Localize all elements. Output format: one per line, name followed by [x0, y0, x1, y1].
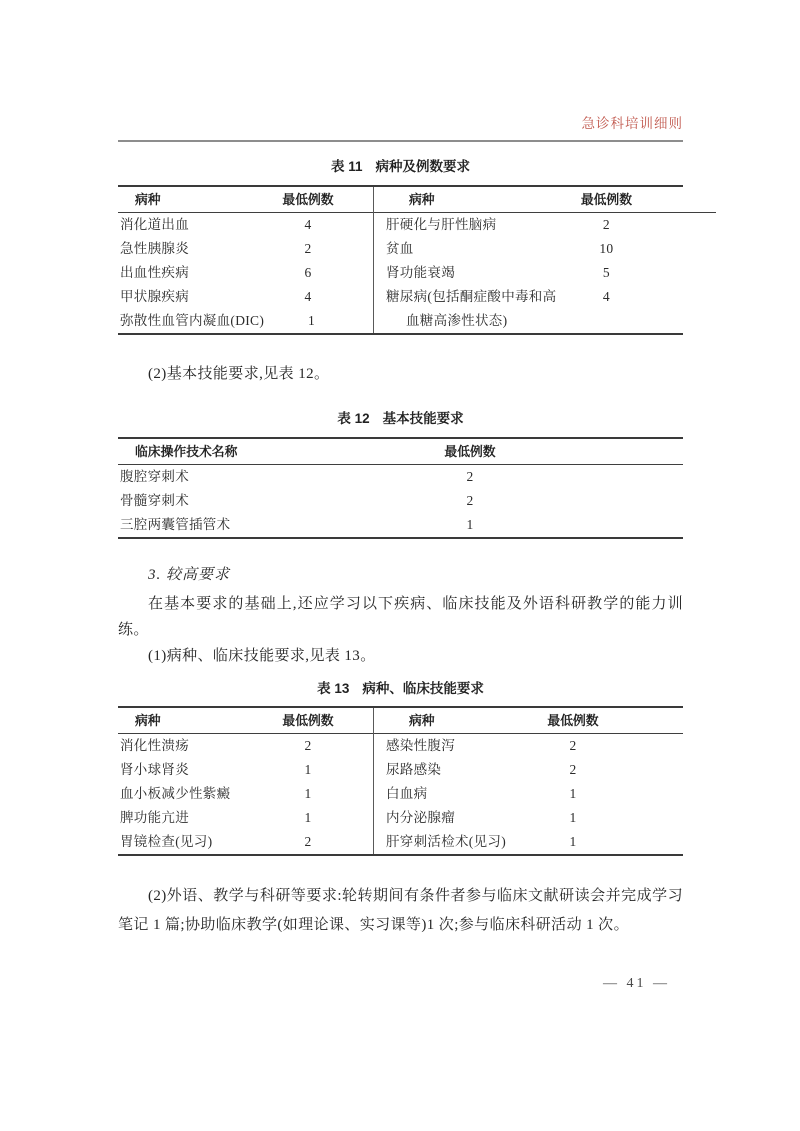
table-caption — [118, 679, 683, 699]
spacer — [623, 782, 683, 806]
spacer — [623, 830, 683, 854]
table-header-row — [118, 187, 373, 213]
spacer — [358, 734, 373, 758]
item-name-line: 血小板减少性紫癜 — [120, 786, 231, 801]
min-cases-cell: 4 — [304, 289, 312, 304]
item-name-cell — [118, 285, 258, 309]
table-row — [374, 806, 683, 830]
min-cases-cell: 4 — [602, 289, 610, 304]
paragraph-disease-skills: (1)病种、临床技能要求,见表 13。 — [148, 648, 376, 664]
item-name-line: 肝穿刺活检术(见习) — [386, 834, 506, 849]
item-name-line-2: 血糖高渗性状态) — [406, 313, 508, 328]
table-row — [118, 806, 373, 830]
item-name-cell — [374, 782, 523, 806]
paragraph-advanced-intro: 在基本要求的基础上,还应学习以下疾病、临床技能及外语科研教学的能力训练。 — [118, 596, 683, 638]
item-name-line: 肝硬化与肝性脑病 — [386, 217, 497, 232]
item-name-line: 弥散性血管内凝血(DIC) — [120, 313, 265, 328]
item-name-line: 尿路感染 — [386, 762, 442, 777]
table-row — [374, 237, 716, 261]
column-header-min-cases: 最低例数 — [282, 192, 334, 207]
column-header-min-cases: 最低例数 — [282, 713, 334, 728]
item-name-cell — [374, 237, 556, 261]
item-name-cell — [118, 213, 258, 237]
table-block-12 — [118, 409, 683, 539]
table-row — [118, 489, 683, 513]
spacer — [358, 187, 373, 212]
page-number: — 41 — — [603, 976, 670, 991]
table-row — [374, 213, 716, 237]
table-row — [118, 285, 373, 309]
min-cases-cell: 2 — [304, 241, 312, 256]
min-cases-cell: 2 — [466, 469, 474, 484]
min-cases-cell: 1 — [466, 517, 474, 532]
table-row — [118, 758, 373, 782]
spacer — [520, 489, 683, 513]
table-row — [118, 465, 683, 489]
spacer — [520, 513, 683, 537]
table-row — [118, 734, 373, 758]
min-cases-cell: 5 — [602, 265, 610, 280]
item-name-cell — [118, 237, 258, 261]
spacer — [359, 309, 373, 333]
column-header-name: 病种 — [409, 713, 435, 728]
item-name-cell — [118, 261, 258, 285]
item-name-line: 糖尿病(包括酮症酸中毒和高 — [386, 289, 557, 304]
item-name-cell — [374, 806, 523, 830]
table-row — [374, 261, 716, 285]
item-name-line: 出血性疾病 — [120, 265, 189, 280]
item-name-line: 胃镜检查(见习) — [120, 834, 213, 849]
column-header-min-cases: 最低例数 — [547, 713, 599, 728]
item-name-line: 消化性溃疡 — [120, 738, 189, 753]
spacer — [358, 261, 373, 285]
item-name-line: 脾功能亢进 — [120, 810, 189, 825]
item-name-cell — [374, 261, 556, 285]
item-name-line: 消化道出血 — [120, 217, 189, 232]
spacer — [656, 187, 716, 212]
table-number-label: 表 12 — [337, 411, 370, 426]
table-title-text: 基本技能要求 — [382, 411, 464, 426]
spacer — [520, 465, 683, 489]
spacer — [623, 708, 683, 733]
spacer — [623, 758, 683, 782]
table-row — [118, 309, 373, 333]
table-row — [118, 213, 373, 237]
header-rule — [118, 140, 683, 142]
min-cases-cell: 10 — [599, 241, 614, 256]
table-row — [374, 734, 683, 758]
item-name-line: 肾功能衰竭 — [386, 265, 455, 280]
column-header-min-cases: 最低例数 — [444, 444, 496, 459]
min-cases-cell: 2 — [569, 762, 577, 777]
item-name-line: 贫血 — [386, 241, 414, 256]
data-table — [118, 185, 683, 335]
spacer — [656, 213, 716, 237]
spacer — [358, 806, 373, 830]
item-name-line: 内分泌腺瘤 — [386, 810, 455, 825]
min-cases-cell: 2 — [569, 738, 577, 753]
table-row — [118, 261, 373, 285]
min-cases-cell: 6 — [304, 265, 312, 280]
spacer — [358, 213, 373, 237]
item-name-line: 白血病 — [386, 786, 428, 801]
column-header-min-cases: 最低例数 — [580, 192, 632, 207]
item-name-cell — [118, 309, 264, 333]
table-row — [118, 830, 373, 854]
item-name-cell — [118, 465, 420, 489]
min-cases-cell: 2 — [602, 217, 610, 232]
table-column-group — [118, 439, 683, 537]
section-heading-advanced: 3. 较高要求 — [148, 567, 231, 583]
table-row — [118, 237, 373, 261]
data-table — [118, 437, 683, 539]
item-name-line: 肾小球肾炎 — [120, 762, 189, 777]
table-column-group — [374, 708, 683, 854]
spacer — [358, 285, 373, 309]
paragraph-language-teaching: (2)外语、教学与科研等要求:轮转期间有条件者参与临床文献研读会并完成学习笔记 1 篇;协助临床教学(如理论课、实习课等)1 次;参与临床科研活动 1 次。 — [118, 888, 683, 933]
min-cases-cell: 1 — [304, 786, 312, 801]
item-name-cell — [118, 758, 258, 782]
column-header-name: 病种 — [135, 713, 161, 728]
spacer — [520, 439, 683, 464]
table-caption — [118, 157, 683, 177]
min-cases-cell: 1 — [304, 762, 312, 777]
min-cases-cell: 1 — [569, 834, 577, 849]
table-row — [118, 782, 373, 806]
table-row — [374, 285, 716, 333]
item-name-line: 甲状腺疾病 — [120, 289, 189, 304]
running-header — [118, 0, 683, 133]
item-name-cell — [374, 758, 523, 782]
min-cases-cell: 2 — [304, 738, 312, 753]
spacer — [358, 830, 373, 854]
item-name-line: 三腔两囊管插管术 — [120, 517, 231, 532]
item-name-cell — [374, 285, 556, 333]
item-name-cell — [374, 213, 556, 237]
column-header-name: 病种 — [409, 192, 435, 207]
table-caption — [118, 409, 683, 429]
table-row — [374, 782, 683, 806]
spacer — [656, 261, 716, 285]
item-name-line: 腹腔穿刺术 — [120, 469, 189, 484]
page-content — [118, 0, 683, 940]
min-cases-cell: 2 — [304, 834, 312, 849]
table-row — [374, 758, 683, 782]
min-cases-cell: 1 — [569, 786, 577, 801]
item-name-cell — [118, 782, 258, 806]
item-name-line: 感染性腹泻 — [386, 738, 455, 753]
table-title-text: 病种及例数要求 — [375, 159, 471, 174]
min-cases-cell: 1 — [307, 313, 315, 328]
table-header-row — [118, 439, 683, 465]
min-cases-cell: 1 — [569, 810, 577, 825]
table-number-label: 表 11 — [330, 159, 363, 174]
item-name-line: 骨髓穿刺术 — [120, 493, 189, 508]
min-cases-cell: 1 — [304, 810, 312, 825]
item-name-line: 急性胰腺炎 — [120, 241, 189, 256]
table-column-group — [374, 187, 716, 333]
item-name-cell — [118, 734, 258, 758]
item-name-cell — [118, 830, 258, 854]
column-header-name: 病种 — [135, 192, 161, 207]
item-name-cell — [118, 489, 420, 513]
table-header-row — [374, 187, 716, 213]
item-name-cell — [374, 830, 523, 854]
data-table — [118, 706, 683, 856]
item-name-cell — [118, 806, 258, 830]
table-header-row — [374, 708, 683, 734]
min-cases-cell: 4 — [304, 217, 312, 232]
table-block-13 — [118, 679, 683, 856]
spacer — [358, 758, 373, 782]
table-row — [374, 830, 683, 854]
item-name-cell — [118, 513, 420, 537]
table-title-text: 病种、临床技能要求 — [362, 681, 484, 696]
spacer — [623, 734, 683, 758]
table-row — [118, 513, 683, 537]
table-number-label: 表 13 — [317, 681, 350, 696]
min-cases-cell: 2 — [466, 493, 474, 508]
spacer — [358, 782, 373, 806]
table-column-group — [118, 187, 374, 333]
running-header-title: 急诊科培训细则 — [581, 116, 683, 131]
spacer — [656, 237, 716, 261]
spacer — [656, 285, 716, 333]
spacer — [358, 237, 373, 261]
table-column-group — [118, 708, 374, 854]
spacer — [358, 708, 373, 733]
table-header-row — [118, 708, 373, 734]
table-block-11 — [118, 157, 683, 335]
paragraph-basic-skills: (2)基本技能要求,见表 12。 — [148, 366, 330, 382]
spacer — [623, 806, 683, 830]
column-header-name: 临床操作技术名称 — [135, 444, 238, 459]
item-name-cell — [374, 734, 523, 758]
